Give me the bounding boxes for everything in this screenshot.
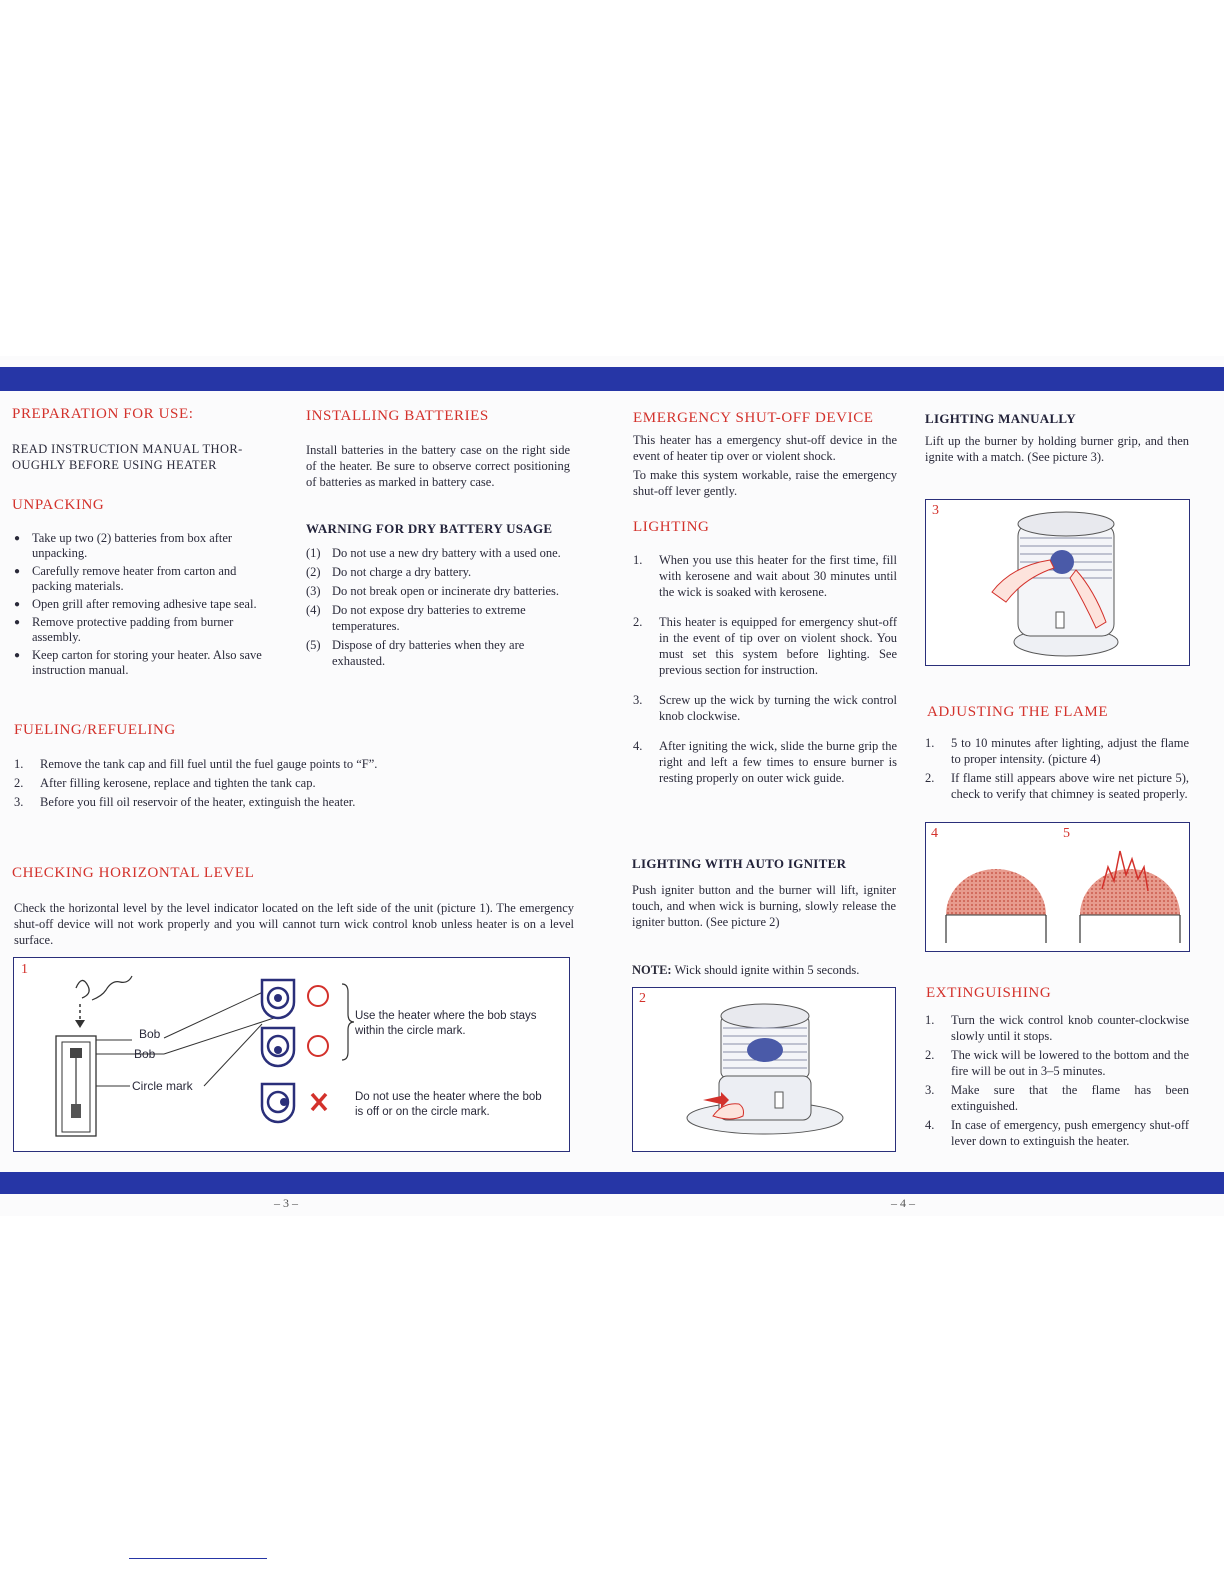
item-text: Before you fill oil reservoir of the heater, extinguish the heater. (40, 795, 356, 809)
item-text: In case of emergency, push emergency shut-off lever down to extinguish the heater. (951, 1118, 1189, 1148)
level-indicator-illustration (14, 958, 569, 1151)
figure-number: 2 (639, 991, 646, 1006)
lighting-manually-text: Lift up the burner by holding burner grip, and then ignite with a match. (See picture 3). (925, 434, 1189, 464)
list-item: ● Remove protective padding from burner assembly. (14, 615, 276, 645)
unpacking-list (14, 531, 276, 681)
warning-battery-heading: WARNING FOR DRY BATTERY USAGE (306, 521, 553, 536)
installing-batteries-heading: INSTALLING BATTERIES (306, 408, 489, 424)
footer-rule (129, 1558, 267, 1559)
figure-2-auto-igniter (632, 987, 896, 1152)
extinguishing-heading: EXTINGUISHING (926, 985, 1052, 1001)
ok-circle-icon (308, 986, 328, 1006)
figure-number: 1 (21, 962, 28, 977)
level-bad-icon (262, 1084, 294, 1122)
item-text: This heater is equipped for emergency shut-off in the event of tip over on violent shock. You must set this system before lighting. See previous section for instruction. (659, 615, 897, 677)
list-item (306, 637, 570, 669)
list-item (633, 614, 897, 678)
item-number: 1. (925, 736, 935, 750)
item-number: (4) (306, 603, 321, 617)
list-item (925, 1012, 1189, 1044)
figure-number-4: 4 (931, 826, 938, 841)
list-item (925, 1117, 1189, 1149)
label-bob-2: Bob (134, 1047, 156, 1061)
horizontal-level-text: Check the horizontal level by the level indicator located on the left side of the unit (picture 1). The emergency shut-off device will not work properly and you will cannot turn wick control knob unless heater is on a level surface. (14, 901, 574, 947)
item-number: 4. (925, 1118, 935, 1132)
auto-igniter-text: Push igniter button and the burner will lift, igniter touch, and when wick is burning, slowly release the igniter button. (See picture 2) (632, 883, 896, 929)
adjusting-flame-heading: ADJUSTING THE FLAME (927, 704, 1109, 720)
list-item: ● Take up two (2) batteries from box after unpacking. (14, 531, 276, 561)
item-text: Make sure that the flame has been extinguished. (951, 1083, 1189, 1113)
read-manual-notice (12, 441, 292, 473)
fueling-heading: FUELING/REFUELING (14, 722, 176, 738)
item-number: 1. (633, 553, 643, 567)
list-item (633, 552, 897, 600)
list-item (633, 692, 897, 724)
list-item (306, 583, 570, 599)
preparation-heading: PREPARATION FOR USE: (12, 406, 194, 422)
page-number-right: – 4 – (891, 1196, 915, 1210)
item-number: 1. (925, 1013, 935, 1027)
level-ok-icon-2 (262, 1028, 294, 1066)
list-item: ● Carefully remove heater from carton and packing materials. (14, 564, 276, 594)
fueling-list (14, 756, 574, 813)
item-number: 2. (633, 615, 643, 629)
item-text: Screw up the wick by turning the wick control knob clockwise. (659, 693, 897, 723)
list-item (925, 770, 1189, 802)
note-text: Wick should ignite within 5 seconds. (674, 963, 860, 977)
item-text: After igniting the wick, slide the burne grip the right and left a few times to ensure burner is resting properly on outer wick guide. (659, 739, 897, 785)
list-item (14, 794, 574, 810)
lighting-heading: LIGHTING (633, 519, 710, 535)
note-label: NOTE: (632, 963, 672, 977)
item-number: (5) (306, 638, 321, 652)
figure-1-level-indicator (13, 957, 570, 1152)
item-text: Do not expose dry batteries to extreme temperatures. (332, 603, 526, 633)
emergency-text-2: To make this system workable, raise the emergency shut-off lever gently. (633, 468, 897, 498)
top-blue-band (0, 367, 1224, 391)
item-text: Dispose of dry batteries when they are exhausted. (332, 638, 525, 668)
heater-igniter-illustration (633, 988, 895, 1151)
list-item (306, 564, 570, 580)
item-text: Do not break open or incinerate dry batteries. (332, 584, 559, 598)
list-item (925, 1082, 1189, 1114)
list-item (306, 545, 570, 561)
item-number: 2. (14, 776, 24, 790)
extinguishing-list (925, 1012, 1189, 1152)
unpacking-heading: UNPACKING (12, 497, 105, 513)
adjusting-flame-list (925, 735, 1189, 805)
list-item (925, 1047, 1189, 1079)
read-manual-line-2: OUGHLY BEFORE USING HEATER (12, 458, 217, 472)
note-do-not-use: Do not use the heater where the bob is off or on the circle mark. (355, 1091, 542, 1118)
flame-illustration (926, 823, 1189, 951)
item-number: 4. (633, 739, 643, 753)
item-number: 3. (633, 693, 643, 707)
auto-igniter-heading: LIGHTING WITH AUTO IGNITER (632, 856, 847, 871)
item-text: Remove the tank cap and fill fuel until the fuel gauge points to “F”. (40, 757, 378, 771)
emergency-heading: EMERGENCY SHUT-OFF DEVICE (633, 410, 874, 426)
read-manual-line-1: READ INSTRUCTION MANUAL THOR- (12, 442, 243, 456)
item-number: (3) (306, 584, 321, 598)
list-item (633, 738, 897, 786)
list-item (14, 775, 574, 791)
item-number: 2. (925, 1048, 935, 1062)
item-text: Do not use a new dry battery with a used one. (332, 546, 561, 560)
figure-3-manual-lighting (925, 499, 1190, 666)
list-item: ● Open grill after removing adhesive tape seal. (14, 597, 276, 612)
note-line (632, 962, 902, 978)
item-text: Turn the wick control knob counter-clockwise slowly until it stops. (951, 1013, 1189, 1043)
bottom-blue-band (0, 1172, 1224, 1194)
item-text: If flame still appears above wire net picture 5), check to verify that chimney is seated properly. (951, 771, 1189, 801)
installing-batteries-text: Install batteries in the battery case on the right side of the heater. Be sure to observe correct positioning of batteries as marked in battery case. (306, 443, 570, 489)
figure-number-5: 5 (1063, 826, 1070, 841)
list-item: ● Keep carton for storing your heater. Also save instruction manual. (14, 648, 276, 678)
lighting-manually-heading: LIGHTING MANUALLY (925, 411, 1076, 426)
item-number: (1) (306, 546, 321, 560)
item-number: 3. (925, 1083, 935, 1097)
ok-circle-icon (308, 1036, 328, 1056)
emergency-text-1: This heater has a emergency shut-off device in the event of heater tip over or violent shock. (633, 433, 897, 463)
label-circle-mark: Circle mark (132, 1079, 193, 1093)
level-ok-icon-1 (262, 980, 294, 1018)
figure-number: 3 (932, 503, 939, 518)
warning-battery-list (306, 545, 570, 672)
note-use-heater: Use the heater where the bob stays within the circle mark. (355, 1010, 537, 1037)
bracket-icon (342, 984, 354, 1060)
horizontal-level-heading: CHECKING HORIZONTAL LEVEL (12, 865, 255, 881)
label-bob-1: Bob (139, 1027, 161, 1041)
list-item (14, 756, 574, 772)
manual-lighting-illustration (926, 500, 1189, 665)
item-number: 2. (925, 771, 935, 785)
list-item (925, 735, 1189, 767)
item-number: (2) (306, 565, 321, 579)
item-text: 5 to 10 minutes after lighting, adjust the flame to proper intensity. (picture 4) (951, 736, 1189, 766)
cross-icon (312, 1094, 326, 1110)
figure-4-5-flame (925, 822, 1190, 952)
item-text: Do not charge a dry battery. (332, 565, 472, 579)
item-text: The wick will be lowered to the bottom and the fire will be out in 3–5 minutes. (951, 1048, 1189, 1078)
item-text: When you use this heater for the first time, fill with kerosene and wait about 30 minutes until the wick is soaked with kerosene. (659, 553, 897, 599)
item-number: 3. (14, 795, 24, 809)
item-number: 1. (14, 757, 24, 771)
list-item (306, 602, 570, 634)
lighting-list (633, 552, 897, 789)
item-text: After filling kerosene, replace and tighten the tank cap. (40, 776, 316, 790)
page-number-left: – 3 – (274, 1196, 298, 1210)
